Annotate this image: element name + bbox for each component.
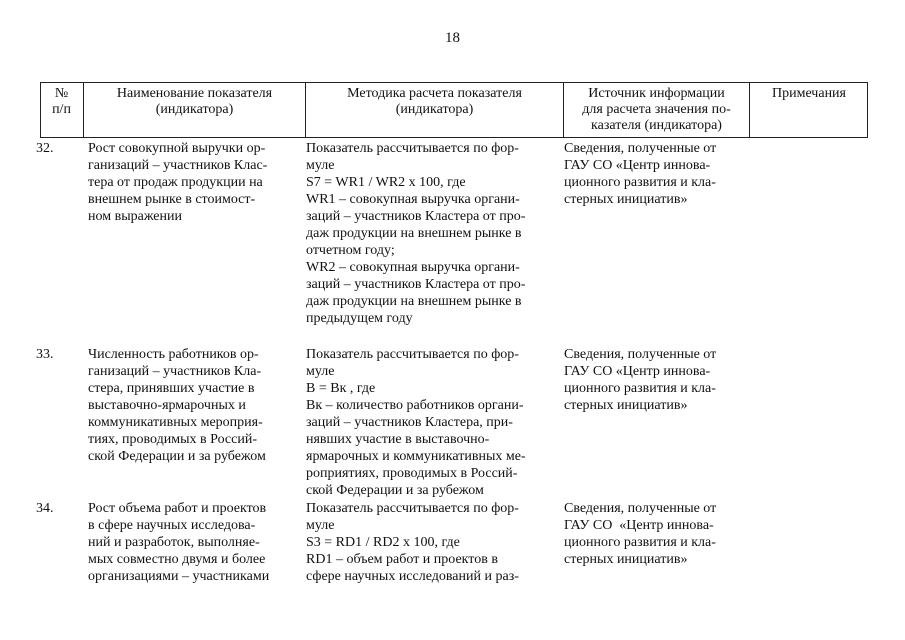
text-line: сфере научных исследований и раз- — [306, 569, 519, 584]
calculation-method — [306, 500, 546, 585]
header-num-line: п/п — [52, 102, 71, 117]
text-line: предыдущем году — [306, 311, 413, 326]
header-name-line: Наименование показателя — [116, 86, 273, 101]
text-line: тера от продаж продукции на — [88, 175, 263, 190]
header-notes-line: Примечания — [771, 86, 846, 101]
calculation-method — [306, 346, 546, 499]
text-line: даж продукции на внешнем рынке в — [306, 294, 522, 309]
header-source-line: для расчета значения по- — [582, 102, 731, 117]
header-method-line: (индикатора) — [395, 102, 474, 117]
text-line: Сведения, полученные от — [564, 501, 717, 516]
text-line: Численность работников ор- — [88, 347, 259, 362]
text-line: в сфере научных исследова- — [88, 518, 256, 533]
text-line: роприятиях, проводимых в Россий- — [306, 466, 518, 481]
row-number: 33. — [36, 347, 54, 362]
text-line: организациями – участниками — [88, 569, 270, 584]
text-line: выставочно-ярмарочных и — [88, 398, 246, 413]
text-line: внешнем рынке в стоимост- — [88, 192, 256, 207]
text-line: муле — [306, 518, 335, 533]
text-line: муле — [306, 158, 335, 173]
text-line: ской Федерации и за рубежом — [88, 449, 266, 464]
header-num-line: № — [54, 86, 69, 101]
text-line: ганизаций – участников Кла- — [88, 364, 262, 379]
text-line: муле — [306, 364, 335, 379]
text-line: Показатель рассчитывается по фор- — [306, 501, 519, 516]
header-method — [306, 82, 564, 137]
text-line: стерных инициатив» — [564, 398, 688, 413]
text-line: ГАУ СО «Центр иннова- — [564, 158, 711, 173]
header-num — [40, 82, 84, 137]
text-line: заций – участников Кластера, при- — [306, 415, 513, 430]
text-line: мых совместно двумя и более — [88, 552, 266, 567]
header-row — [40, 82, 868, 138]
text-line: Сведения, полученные от — [564, 141, 717, 156]
text-line: даж продукции на внешнем рынке в — [306, 226, 522, 241]
text-line: ном выражении — [88, 209, 182, 224]
text-line: ярмарочных и коммуникативных ме- — [306, 449, 526, 464]
header-source-line: Источник информации — [588, 86, 725, 101]
text-line: ГАУ СО «Центр иннова- — [564, 364, 711, 379]
text-line: нявших участие в выставочно- — [306, 432, 490, 447]
table-border-right — [867, 82, 868, 138]
text-line: RD1 – объем работ и проектов в — [306, 552, 498, 567]
text-line: стерных инициатив» — [564, 552, 688, 567]
information-source — [564, 500, 744, 568]
text-line: отчетном году; — [306, 243, 395, 258]
text-line: Показатель рассчитывается по фор- — [306, 347, 519, 362]
text-line: ционного развития и кла- — [564, 381, 716, 396]
text-line: Bк – количество работников органи- — [306, 398, 524, 413]
text-line: заций – участников Кластера от про- — [306, 277, 526, 292]
text-line: B = Bк , где — [306, 381, 376, 396]
header-name-line: (индикатора) — [155, 102, 234, 117]
header-source-line: казателя (индикатора) — [591, 118, 722, 133]
text-line: коммуникативных мероприя- — [88, 415, 263, 430]
indicator-name — [88, 500, 298, 585]
text-line: Рост объема работ и проектов — [88, 501, 267, 516]
text-line: Рост совокупной выручки ор- — [88, 141, 266, 156]
page-number: 18 — [445, 30, 460, 46]
text-line: ционного развития и кла- — [564, 175, 716, 190]
text-line: стера, принявших участие в — [88, 381, 255, 396]
text-line: ний и разработок, выполняе- — [88, 535, 260, 550]
text-line: стерных инициатив» — [564, 192, 688, 207]
information-source — [564, 140, 744, 208]
text-line: WR1 – совокупная выручка органи- — [306, 192, 520, 207]
header-source — [564, 82, 750, 137]
text-line: ганизаций – участников Клас- — [88, 158, 268, 173]
text-line: ГАУ СО «Центр иннова- — [564, 518, 714, 533]
text-line: ской Федерации и за рубежом — [306, 483, 484, 498]
row-number: 34. — [36, 501, 54, 516]
text-line: WR2 – совокупная выручка органи- — [306, 260, 520, 275]
text-line: Показатель рассчитывается по фор- — [306, 141, 519, 156]
header-notes — [750, 82, 868, 137]
header-name — [84, 82, 306, 137]
text-line: S7 = WR1 / WR2 x 100, где — [306, 175, 466, 190]
header-method-line: Методика расчета показателя — [347, 86, 522, 101]
row-number: 32. — [36, 141, 54, 156]
text-line: заций – участников Кластера от про- — [306, 209, 526, 224]
text-line: S3 = RD1 / RD2 x 100, где — [306, 535, 460, 550]
indicator-name — [88, 346, 298, 465]
text-line: ционного развития и кла- — [564, 535, 716, 550]
text-line: тиях, проводимых в Россий- — [88, 432, 258, 447]
text-line: Сведения, полученные от — [564, 347, 717, 362]
information-source — [564, 346, 744, 414]
indicator-name — [88, 140, 298, 225]
calculation-method — [306, 140, 546, 327]
